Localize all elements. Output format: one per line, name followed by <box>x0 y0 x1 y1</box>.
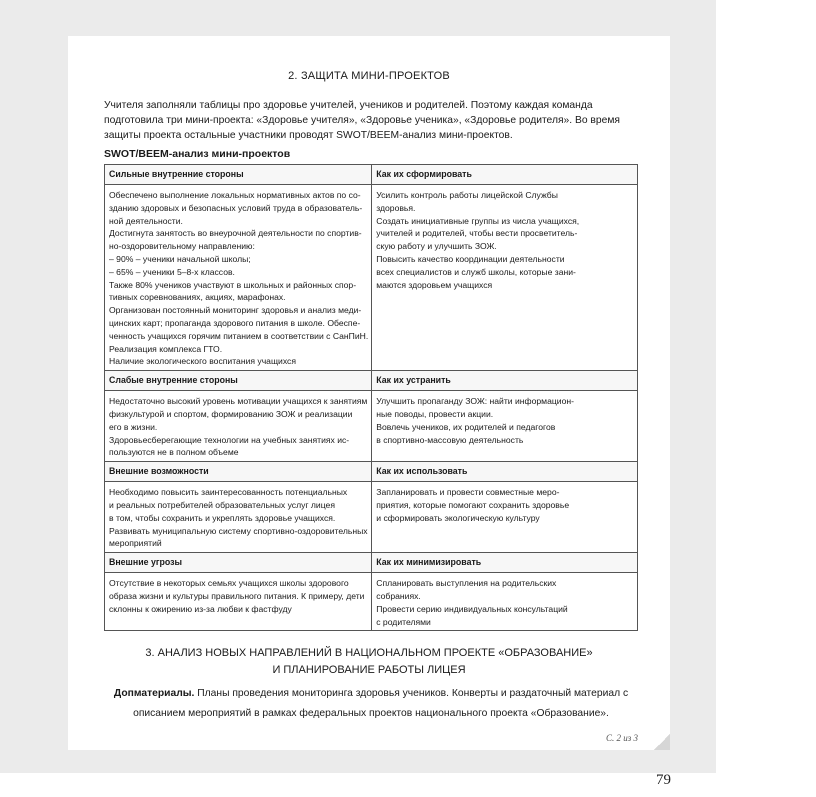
swot-header-cell: Внешние возможности <box>105 462 372 482</box>
swot-content-cell <box>105 185 372 371</box>
swot-cell-line: Наличие экологического воспитания учащихся <box>109 356 296 367</box>
swot-cell-line: Реализация комплекса ГТО. <box>109 343 223 354</box>
swot-cell-line: и реальных потребителей образовательных услуг лицея <box>109 499 335 510</box>
swot-cell-line: Развивать муниципальную систему спортивно-оздоровительных <box>109 525 368 536</box>
swot-cell-line: Достигнута занятость во внеурочной деятельности по спортив- <box>109 228 362 239</box>
swot-cell-line: здоровья. <box>376 202 416 213</box>
swot-cell-line: Отсутствие в некоторых семьях учащихся школы здорового <box>109 578 349 589</box>
intro-paragraph <box>104 98 638 143</box>
swot-cell-line: Необходимо повысить заинтересованность потенциальных <box>109 487 348 498</box>
swot-cell-line: с родителями <box>376 616 431 627</box>
swot-cell-line: его в жизни. <box>109 421 158 432</box>
swot-content-cell <box>105 391 372 462</box>
swot-cell-line: Недостаточно высокий уровень мотивации учащихся к занятиям <box>109 396 368 407</box>
swot-cell-line: пользуются не в полном объеме <box>109 447 239 458</box>
swot-header-cell: Как их сформировать <box>372 165 638 185</box>
swot-cell-line: – 90% – ученики начальной школы; <box>109 253 251 264</box>
swot-content-row <box>105 482 638 553</box>
swot-header-row <box>105 165 638 185</box>
swot-cell-line: Также 80% учеников участвуют в школьных и районных спор- <box>109 279 357 290</box>
swot-cell-line: зданию здоровых и безопасных условий труда в образователь- <box>109 202 363 213</box>
swot-content-cell <box>105 482 372 553</box>
swot-content-cell <box>372 573 638 631</box>
swot-cell-line: образа жизни и культуры правильного питания. К примеру, дети <box>109 590 365 601</box>
swot-cell-line: физкультурой и спортом, формированию ЗОЖ и реализации <box>109 408 353 419</box>
swot-cell-line: и сформировать экологическую культуру <box>376 512 540 523</box>
swot-cell-line: Создать инициативные группы из числа учащихся, <box>376 215 580 226</box>
swot-cell-line: учителей и родителей, чтобы вести просветитель- <box>376 228 578 239</box>
swot-cell-line: Провести серию индивидуальных консультаций <box>376 603 568 614</box>
swot-content-cell <box>372 482 638 553</box>
swot-content-row <box>105 185 638 371</box>
page-curl-corner <box>654 734 670 750</box>
swot-cell-line: Обеспечено выполнение локальных нормативных актов по со- <box>109 190 361 200</box>
swot-cell-line: Запланировать и провести совместные меро- <box>376 487 560 498</box>
swot-cell-line: приятия, которые помогают сохранить здоровье <box>376 499 570 510</box>
intro-line: защиты проекта остальные участники проводят SWOT/BEEM-анализ мини-проектов. <box>104 130 513 141</box>
book-page-number: 79 <box>656 772 671 788</box>
swot-header-row <box>105 371 638 391</box>
swot-cell-line: мероприятий <box>109 538 162 549</box>
swot-cell-line: тивных соревнованиях, акциях, марафонах. <box>109 292 286 303</box>
swot-cell-line: Вовлечь учеников, их родителей и педагогов <box>376 421 556 432</box>
swot-cell-line: ченность учащихся горячим питанием в соответствии с СанПиН. <box>109 330 369 341</box>
swot-cell-line: в том, чтобы сохранить и укреплять здоровье учащихся. <box>109 512 336 523</box>
swot-table <box>104 164 638 631</box>
swot-cell-line: Спланировать выступления на родительских <box>376 578 557 589</box>
swot-content-cell <box>372 185 638 371</box>
swot-cell-line: Усилить контроль работы лицейской Службы <box>376 190 558 200</box>
swot-header-cell: Слабые внутренние стороны <box>105 371 372 391</box>
swot-header-cell: Сильные внутренние стороны <box>105 165 372 185</box>
swot-content-row <box>105 391 638 462</box>
swot-cell-line: склонны к ожирению из-за любви к фастфуду <box>109 603 292 614</box>
section-2-title: 2. ЗАЩИТА МИНИ-ПРОЕКТОВ <box>288 70 450 82</box>
swot-cell-line: но-оздоровительному направлению: <box>109 241 255 252</box>
swot-cell-line: ной деятельности. <box>109 215 183 226</box>
swot-cell-line: всех специалистов и служб школы, которые зани- <box>376 266 576 277</box>
swot-header-cell: Внешние угрозы <box>105 553 372 573</box>
swot-content-row <box>105 573 638 631</box>
page-counter: С. 2 из 3 <box>606 733 639 743</box>
additional-materials-label: Допматериалы. <box>113 688 195 699</box>
swot-header-cell: Как их использовать <box>372 462 638 482</box>
swot-table-title: SWOT/BEEM-анализ мини-проектов <box>104 148 291 160</box>
swot-content-cell <box>372 391 638 462</box>
section-3-title-line-2: И ПЛАНИРОВАНИЕ РАБОТЫ ЛИЦЕЯ <box>272 664 466 676</box>
swot-cell-line: ные поводы, провести акции. <box>376 408 494 419</box>
section-3-title-line-1: 3. АНАЛИЗ НОВЫХ НАПРАВЛЕНИЙ В НАЦИОНАЛЬНОМ ПРОЕКТЕ «ОБРАЗОВАНИЕ» <box>145 647 593 659</box>
swot-content-cell <box>105 573 372 631</box>
additional-materials-text: Планы проведения мониторинга здоровья учеников. Конверты и раздаточный материал с <box>194 688 629 699</box>
swot-cell-line: маются здоровьем учащихся <box>376 279 493 290</box>
swot-cell-line: Организован постоянный мониторинг здоровья и анализ меди- <box>109 305 362 316</box>
swot-header-row <box>105 462 638 482</box>
additional-materials-text: описанием мероприятий в рамках федеральных проектов национального проекта «Образование». <box>133 708 609 719</box>
swot-cell-line: цинских карт; пропаганда здорового питания в школе. Обеспе- <box>109 317 361 328</box>
swot-header-cell: Как их устранить <box>372 371 638 391</box>
swot-cell-line: Повысить качество координации деятельности <box>376 253 565 264</box>
swot-header-row <box>105 553 638 573</box>
swot-header-cell: Как их минимизировать <box>372 553 638 573</box>
swot-cell-line: в спортивно-массовую деятельность <box>376 434 524 445</box>
swot-cell-line: Улучшить пропаганду ЗОЖ: найти информацион- <box>376 396 574 407</box>
swot-cell-line: скую работу и улучшить ЗОЖ. <box>376 241 497 252</box>
swot-cell-line: собраниях. <box>376 590 421 601</box>
intro-line: Учителя заполняли таблицы про здоровье учителей, учеников и родителей. Поэтому каждая команда <box>104 100 593 111</box>
additional-materials <box>104 684 638 724</box>
swot-cell-line: – 65% – ученики 5–8-х классов. <box>109 266 235 277</box>
swot-cell-line: Здоровьесберегающие технологии на учебных занятиях ис- <box>109 434 350 445</box>
intro-line: подготовила три мини-проекта: «Здоровье учителя», «Здоровье ученика», «Здоровье родителя». Во время <box>104 115 621 126</box>
